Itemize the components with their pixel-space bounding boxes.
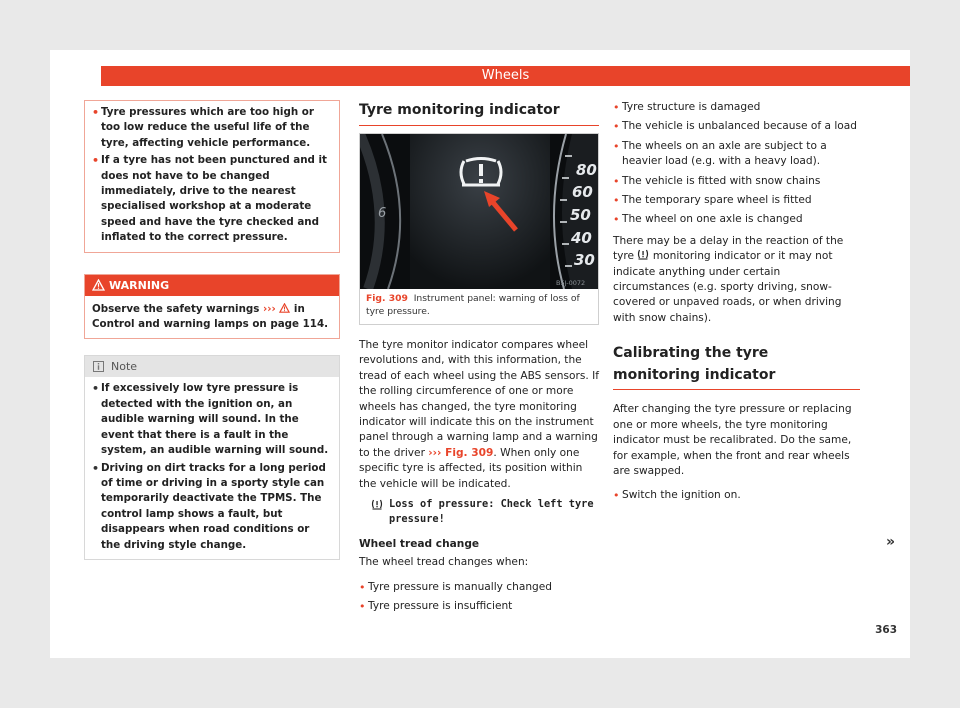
warning-box [84, 274, 340, 340]
list-item: • If excessively low tyre pressure is detected with the ignition on, an audible warning will sound. In the event that there is a fault in the system, an audible warning will sound. [92, 381, 332, 458]
list-item: • Tyre pressure is manually changed [359, 580, 599, 595]
middle-column [359, 100, 599, 615]
warning-text-end: in Control and warning lamps on page 114. [92, 302, 329, 331]
paragraph-text: monitoring indicator or it may not indicate anything under certain circumstances (e.g. sporty driving, snow-covered or unpaved roads, or when driving with snow chains). [613, 250, 842, 324]
section-title: Tyre monitoring indicator [359, 100, 599, 126]
warning-text-start: Observe the safety warnings [92, 302, 260, 315]
manual-page [50, 50, 910, 658]
instrument-panel-illustration [360, 134, 598, 289]
list-item: • Driving on dirt tracks for a long period of time or driving in a sporty style can temporarily deactivate the TPMS. The control lamp shows a fault, but disappears when road conditions or the driving style change. [92, 461, 332, 553]
delay-paragraph [613, 234, 860, 326]
gauge-number: 30 [574, 251, 595, 269]
note-box [84, 355, 340, 559]
note-title: Note [111, 360, 138, 374]
figure [359, 133, 599, 325]
warning-header [85, 275, 339, 296]
chapter-header: Wheels [101, 66, 910, 86]
continued-marker: » [886, 534, 896, 550]
warning-small-icon [279, 303, 290, 313]
list-item: • Tyre structure is damaged [613, 100, 860, 115]
tyre-pressure-box [84, 100, 340, 253]
gauge-number: 80 [576, 161, 597, 179]
tread-intro: The wheel tread changes when: [359, 556, 529, 569]
body-paragraph [359, 338, 599, 492]
gauge-number: 40 [571, 229, 592, 247]
left-column [84, 100, 340, 560]
gauge-number: 6 [378, 206, 387, 221]
note-text [85, 377, 339, 558]
gauge-number: 50 [570, 206, 591, 224]
list-item: • If a tyre has not been punctured and it does not have to be changed immediately, drive to the nearest specialised workshop at a moderate speed and have the tyre checked and inflated to the correct pressure. [92, 153, 332, 245]
list-item: • The wheel on one axle is changed [613, 212, 860, 227]
list-item: • The vehicle is unbalanced because of a load [613, 119, 860, 134]
figure-caption [360, 289, 598, 324]
list-item: • The temporary spare wheel is fitted [613, 193, 860, 208]
tpms-message [359, 497, 599, 527]
tyre-pressure-icon [637, 249, 649, 260]
page-number: 363 [875, 624, 897, 636]
cross-reference-link[interactable]: ››› [263, 302, 276, 315]
paragraph-text: The tyre monitor indicator compares wheel revolutions and, with this information, the tread of each wheel using the ABS sensors. If the rolling circumference of one or more wheels has changed, the tyre monitoring indicator will indicate this on the instrument panel through a warning lamp and a warning to the driver [359, 339, 599, 459]
figure-label: Fig. 309 [366, 293, 408, 304]
info-icon [93, 361, 104, 372]
paragraph-text: . When only one specific tyre is affected, its position within the vehicle will be indicated. [359, 446, 583, 490]
warning-icon [92, 279, 105, 291]
right-column [613, 100, 860, 504]
paragraph-text: There may be a delay in the reaction of the tyre [613, 234, 844, 263]
instrument-panel-photo [360, 134, 598, 289]
calibration-paragraph: After changing the tyre pressure or replacing one or more wheels, the tyre monitoring indicator must be recalibrated. Do the same, for example, when the front and rear wheels are swapped. [613, 403, 852, 477]
section-title: Calibrating the tyre monitoring indicator [613, 342, 860, 390]
tyre-pressure-icon [371, 499, 383, 510]
figure-caption-text: Instrument panel: warning of loss of tyre pressure. [366, 293, 580, 317]
warning-text [85, 296, 339, 339]
tpms-message-text: Loss of pressure: Check left tyre pressure! [389, 498, 594, 526]
figure-link[interactable]: ››› Fig. 309 [428, 446, 494, 459]
list-item: • The wheels on an axle are subject to a heavier load (e.g. with a heavy load). [613, 139, 860, 170]
list-item: • The vehicle is fitted with snow chains [613, 174, 860, 189]
list-item: • Tyre pressures which are too high or too low reduce the useful life of the tyre, affecting vehicle performance. [92, 105, 332, 151]
note-header [85, 356, 339, 377]
gauge-number: 60 [572, 183, 593, 201]
list-item: • Tyre pressure is insufficient [359, 599, 599, 614]
image-code: B5J-0072 [556, 279, 586, 287]
list-item: • Switch the ignition on. [613, 488, 860, 503]
subheading: Wheel tread change [359, 538, 480, 551]
warning-title: WARNING [109, 278, 170, 292]
